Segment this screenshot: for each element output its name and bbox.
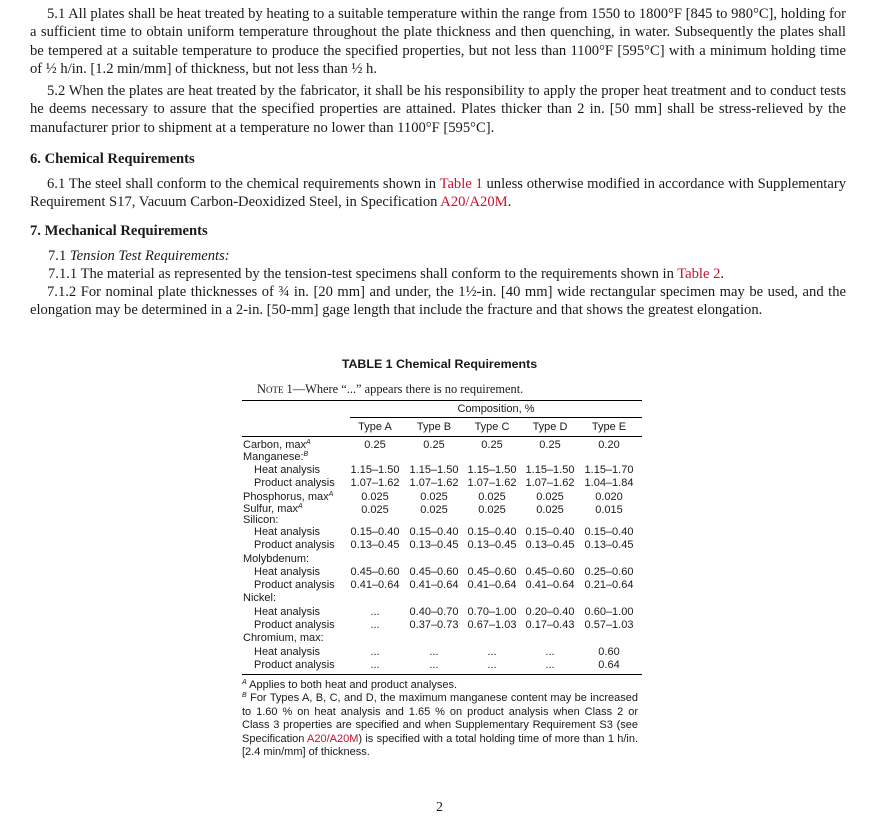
table-cell: 0.20–0.40 (525, 606, 575, 618)
table-cell: 0.15–0.40 (584, 526, 634, 538)
column-header-type-b: Type B (416, 421, 452, 433)
table-cell: 1.07–1.62 (467, 477, 517, 489)
footnote-mark-b: B (303, 451, 309, 458)
table-cell: 0.25 (539, 439, 561, 451)
table-cell: 0.015 (595, 504, 623, 516)
row-label-mo-heat: Heat analysis (254, 566, 321, 578)
table-cell: 0.41–0.64 (525, 579, 575, 591)
table-cell: ... (370, 646, 380, 658)
footnote-b-mark: B (242, 692, 247, 699)
table-1-title: TABLE 1 Chemical Requirements (341, 357, 538, 371)
table-cell: 1.04–1.84 (584, 477, 634, 489)
paragraph-6-1-text-b: unless otherwise modified in accordance with Supplementary Requirement S17, Vacuum Carbon-Deoxidized Steel, in Specification (30, 176, 846, 211)
footnote-mark-a: A (298, 503, 303, 510)
row-label-manganese (243, 451, 308, 464)
row-label-si-product: Product analysis (254, 539, 335, 551)
paragraph-7-1-2: 7.1.2 For nominal plate thicknesses of ¾ in. [20 mm] and under, the 1½-in. [40 mm] wide rectangular specimen may be used, and the elongation may be determined in a 2-in. [50-mm] gage length that include the fracture and that shows the greatest elongation. (30, 284, 846, 319)
table-cell: 1.15–1.70 (584, 464, 634, 476)
table-cell: 0.025 (420, 504, 448, 516)
table-cell: 0.25 (364, 439, 386, 451)
table-cell: ... (487, 659, 497, 671)
table-cell: 0.57–1.03 (584, 619, 634, 631)
table-cell: 0.025 (361, 491, 389, 503)
row-label-cr-product: Product analysis (254, 659, 335, 671)
table-cell: 0.41–0.64 (467, 579, 517, 591)
table-cell: ... (429, 646, 439, 658)
row-label-nickel: Nickel: (243, 592, 277, 604)
table-cell: 1.15–1.50 (467, 464, 517, 476)
sulfur-label: Sulfur, max (243, 503, 299, 515)
table-cell: 0.13–0.45 (350, 539, 400, 551)
table-cell: 0.20 (598, 439, 620, 451)
table-1-note-text: —Where “...” appears there is no requirement. (292, 382, 524, 396)
paragraph-7-1-number: 7.1 (48, 248, 70, 264)
table-cell: 0.45–0.60 (525, 566, 575, 578)
paragraph-7-1-1-text: 7.1.1 The material as represented by the tension-test specimens shall conform to the requirements shown in (48, 266, 678, 282)
table-cell: 0.13–0.45 (584, 539, 634, 551)
table-cell: 0.25 (481, 439, 503, 451)
table-cell: 0.025 (361, 504, 389, 516)
row-label-mo-product: Product analysis (254, 579, 335, 591)
composition-group-header: Composition, % (457, 403, 535, 415)
table-1-note (257, 382, 523, 397)
table-cell: 0.70–1.00 (467, 606, 517, 618)
paragraph-7-1-1 (48, 265, 724, 283)
group-header-rule (350, 417, 642, 418)
footnote-a-text: Applies to both heat and product analyses. (249, 679, 458, 691)
table-cell: 0.45–0.60 (350, 566, 400, 578)
section-heading-7: 7. Mechanical Requirements (30, 223, 208, 239)
table-cell: 0.025 (536, 504, 564, 516)
footnote-mark-a: A (328, 491, 334, 498)
footnote-a (242, 679, 638, 693)
row-label-cr-heat: Heat analysis (254, 646, 321, 658)
table-2-link[interactable]: Table 2 (677, 266, 721, 282)
table-cell: ... (370, 606, 380, 618)
paragraph-6-1 (30, 175, 846, 212)
table-bottom-rule (242, 674, 642, 675)
table-cell: 1.15–1.50 (350, 464, 400, 476)
table-cell: 0.41–0.64 (350, 579, 400, 591)
phosphorus-label: Phosphorus, max (243, 491, 329, 503)
table-cell: 0.45–0.60 (409, 566, 459, 578)
row-label-ni-heat: Heat analysis (254, 606, 321, 618)
row-label-ni-product: Product analysis (254, 619, 335, 631)
footnote-b-text-end: ) is specified with a total holding time of more than 1 h/in. [2.4 min/mm] of thickness. (242, 732, 638, 759)
column-header-rule (242, 436, 642, 437)
footnote-mark-a: A (305, 439, 311, 446)
table-cell: 0.15–0.40 (525, 526, 575, 538)
row-label-chromium: Chromium, max: (243, 632, 324, 644)
table-cell: 0.40–0.70 (409, 606, 459, 618)
page-number: 2 (436, 800, 443, 815)
table-cell: 1.07–1.62 (525, 477, 575, 489)
table-cell: 1.15–1.50 (525, 464, 575, 476)
section-heading-6: 6. Chemical Requirements (30, 151, 195, 167)
paragraph-6-1-text-c: . (507, 194, 512, 211)
paragraph-7-1 (48, 247, 230, 265)
table-cell: 0.21–0.64 (584, 579, 634, 591)
row-label-silicon: Silicon: (243, 514, 279, 526)
table-cell: 0.15–0.40 (467, 526, 517, 538)
carbon-label: Carbon, max (243, 439, 306, 451)
row-label-mn-heat: Heat analysis (254, 464, 321, 476)
table-cell: 0.60–1.00 (584, 606, 634, 618)
table-cell: 1.07–1.62 (350, 477, 400, 489)
table-cell: 1.07–1.62 (409, 477, 459, 489)
footnote-b (242, 692, 638, 760)
column-header-type-a: Type A (358, 421, 392, 433)
table-1-note-label: Note 1 (257, 382, 293, 396)
table-cell: ... (370, 619, 380, 631)
table-cell: 0.025 (536, 491, 564, 503)
table-cell: ... (429, 659, 439, 671)
table-cell: 0.020 (595, 491, 623, 503)
table-cell: 0.13–0.45 (409, 539, 459, 551)
table-cell: ... (370, 659, 380, 671)
table-cell: 0.64 (598, 659, 620, 671)
a20-spec-link-footnote[interactable]: A20/A20M (307, 732, 359, 745)
table-cell: 0.025 (420, 491, 448, 503)
table-cell: 0.45–0.60 (467, 566, 517, 578)
table-cell: 0.67–1.03 (467, 619, 517, 631)
column-header-type-e: Type E (591, 421, 627, 433)
table-1-link[interactable]: Table 1 (439, 176, 483, 192)
column-header-type-c: Type C (474, 421, 510, 433)
table-cell: 0.15–0.40 (350, 526, 400, 538)
table-cell: ... (545, 659, 555, 671)
table-cell: 0.13–0.45 (525, 539, 575, 551)
footnote-a-mark: A (242, 679, 247, 686)
table-cell: ... (545, 646, 555, 658)
table-cell: 0.13–0.45 (467, 539, 517, 551)
table-top-rule (242, 400, 642, 401)
paragraph-7-1-title: Tension Test Requirements: (69, 248, 230, 264)
table-cell: 0.15–0.40 (409, 526, 459, 538)
paragraph-5-1: 5.1 All plates shall be heat treated by heating to a suitable temperature within the range from 1550 to 1800°F [845 to 980°C], holding for a sufficient time to obtain uniform temperature throughout the plate thickness and then quenching, in water. Subsequently the plates shall be tempered at a suitable temperature to produce the specified properties, but not less than 1100°F [595°C] with a minimum holding time of ½ h/in. [1.2 min/mm] of thickness, but not less than ½ h. (30, 6, 846, 78)
row-label-si-heat: Heat analysis (254, 526, 321, 538)
table-cell: 0.60 (598, 646, 620, 658)
manganese-label: Manganese: (243, 451, 304, 463)
row-label-mn-product: Product analysis (254, 477, 335, 489)
table-cell: 0.37–0.73 (409, 619, 459, 631)
paragraph-5-2: 5.2 When the plates are heat treated by the fabricator, it shall be his responsibility to apply the proper heat treatment and to conduct tests he deems necessary to assure that the specified properties are attained. Plates thicker than 2 in. [50 mm] shall be stress-relieved by the manufacturer prior to shipment at a temperature no lower than 1100°F [595°C]. (30, 83, 846, 136)
paragraph-7-1-1-period: . (720, 266, 725, 282)
table-cell: 0.025 (478, 491, 506, 503)
table-cell: 0.25 (423, 439, 445, 451)
column-header-type-d: Type D (532, 421, 568, 433)
table-cell: 1.15–1.50 (409, 464, 459, 476)
footnote-b-text: For Types A, B, C, and D, the maximum manganese content may be increased to 1.60 % on heat analysis and 1.65 % on product analysis when Class 2 or Class 3 properties are specified and when Supplementary Requirement S3 (see Specification (242, 692, 638, 745)
table-cell: 0.25–0.60 (584, 566, 634, 578)
table-cell: 0.17–0.43 (525, 619, 575, 631)
table-cell: 0.025 (478, 504, 506, 516)
table-cell: ... (487, 646, 497, 658)
a20-spec-link[interactable]: A20/A20M (440, 194, 508, 211)
row-label-molybdenum: Molybdenum: (243, 553, 310, 565)
paragraph-6-1-text-a: 6.1 The steel shall conform to the chemical requirements shown in (47, 176, 440, 192)
table-cell: 0.41–0.64 (409, 579, 459, 591)
